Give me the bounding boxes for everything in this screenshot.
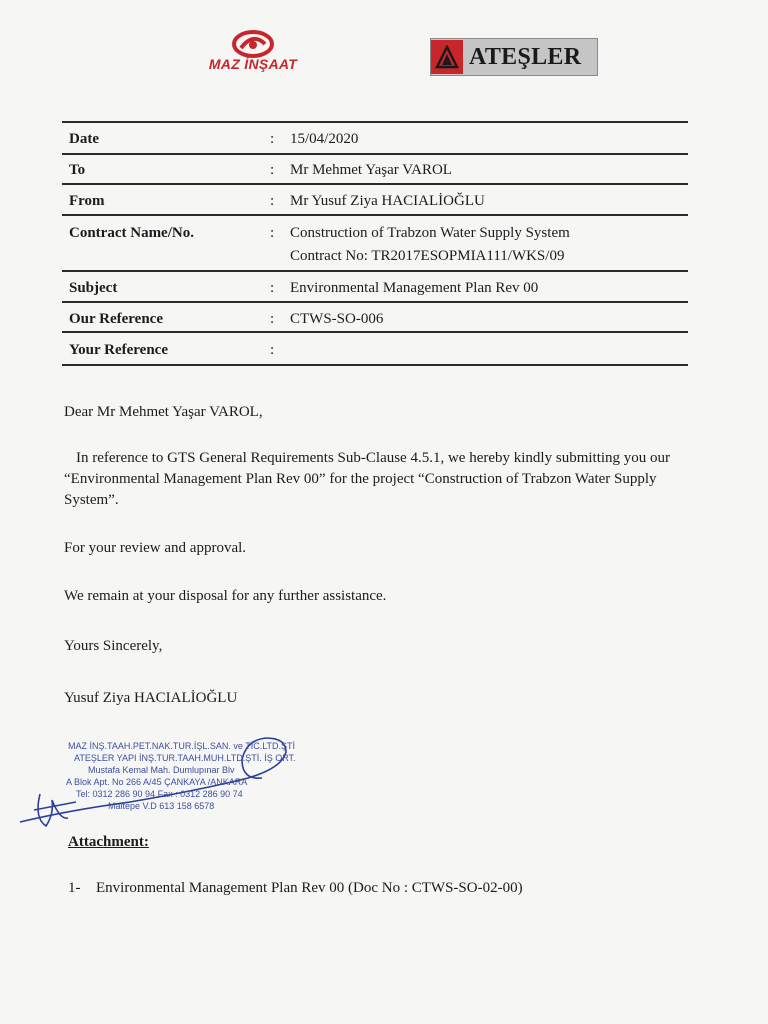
divider (62, 153, 688, 155)
salutation: Dear Mr Mehmet Yaşar VAROL, (64, 404, 263, 420)
attachment-item-text: Environmental Management Plan Rev 00 (Doc No : CTWS-SO-02-00) (96, 880, 523, 896)
colon: : (270, 162, 275, 178)
divider (62, 364, 688, 366)
signatory-name: Yusuf Ziya HACIALİOĞLU (64, 690, 238, 706)
from-value: Mr Yusuf Ziya HACIALİOĞLU (290, 193, 485, 209)
attachment-item-number: 1- (68, 880, 81, 896)
divider (62, 183, 688, 185)
date-value: 15/04/2020 (290, 131, 359, 147)
colon: : (270, 311, 275, 327)
attachment-heading: Attachment: (68, 834, 149, 850)
stamp-line: Mustafa Kemal Mah. Dumlupınar Blv (88, 765, 235, 775)
stamp-line: Maltepe V.D 613 158 6578 (108, 801, 215, 811)
your-reference-label: Your Reference (69, 342, 168, 358)
closing: Yours Sincerely, (64, 638, 163, 654)
maz-emblem-icon (231, 30, 275, 58)
contract-label: Contract Name/No. (69, 225, 194, 241)
divider (62, 121, 688, 123)
divider (62, 331, 688, 333)
subject-value: Environmental Management Plan Rev 00 (290, 280, 539, 296)
stamp-line: MAZ İNŞ.TAAH.PET.NAK.TUR.İŞL.SAN. ve TİC.LTD.ŞTİ (68, 741, 296, 751)
our-reference-label: Our Reference (69, 311, 163, 327)
paragraph-intro-line-2: “Environmental Management Plan Rev 00” for the project “Construction of Trabzon Water Supply (64, 471, 657, 487)
atesler-logo (430, 38, 598, 76)
colon: : (270, 131, 275, 147)
to-value: Mr Mehmet Yaşar VAROL (290, 162, 452, 178)
paragraph-intro-line-1: In reference to GTS General Requirements Sub-Clause 4.5.1, we hereby kindly submitting you our (76, 450, 671, 466)
divider (62, 301, 688, 303)
stamp-line: Tel: 0312 286 90 94 Fax : 0312 286 90 74 (76, 789, 243, 799)
atesler-emblem-icon (431, 40, 463, 74)
stamp-line: ATEŞLER YAPI İNŞ.TUR.TAAH.MUH.LTD.ŞTİ. İŞ ORT. (74, 753, 296, 763)
date-label: Date (69, 131, 99, 147)
maz-insaat-logo (188, 30, 318, 80)
our-reference-value: CTWS-SO-006 (290, 311, 384, 327)
contract-name-value: Construction of Trabzon Water Supply System (290, 225, 570, 241)
attachment-item (68, 878, 523, 899)
from-label: From (69, 193, 105, 209)
paragraph-review: For your review and approval. (64, 540, 247, 556)
colon: : (270, 225, 275, 241)
paragraph-disposal: We remain at your disposal for any further assistance. (64, 588, 387, 604)
paragraph-intro-line-3: System”. (64, 492, 119, 508)
divider (62, 270, 688, 272)
to-label: To (69, 162, 86, 178)
maz-logo-text: MAZ İNŞAAT (208, 56, 298, 72)
atesler-logo-text: ATEŞLER (469, 43, 582, 70)
stamp-line: A Blok Apt. No 266 A/45 ÇANKAYA /ANKARA (66, 777, 248, 787)
subject-label: Subject (69, 280, 118, 296)
contract-no-value: Contract No: TR2017ESOPMIA111/WKS/09 (290, 248, 565, 264)
colon: : (270, 342, 275, 358)
colon: : (270, 193, 275, 209)
divider (62, 214, 688, 216)
colon: : (270, 280, 275, 296)
